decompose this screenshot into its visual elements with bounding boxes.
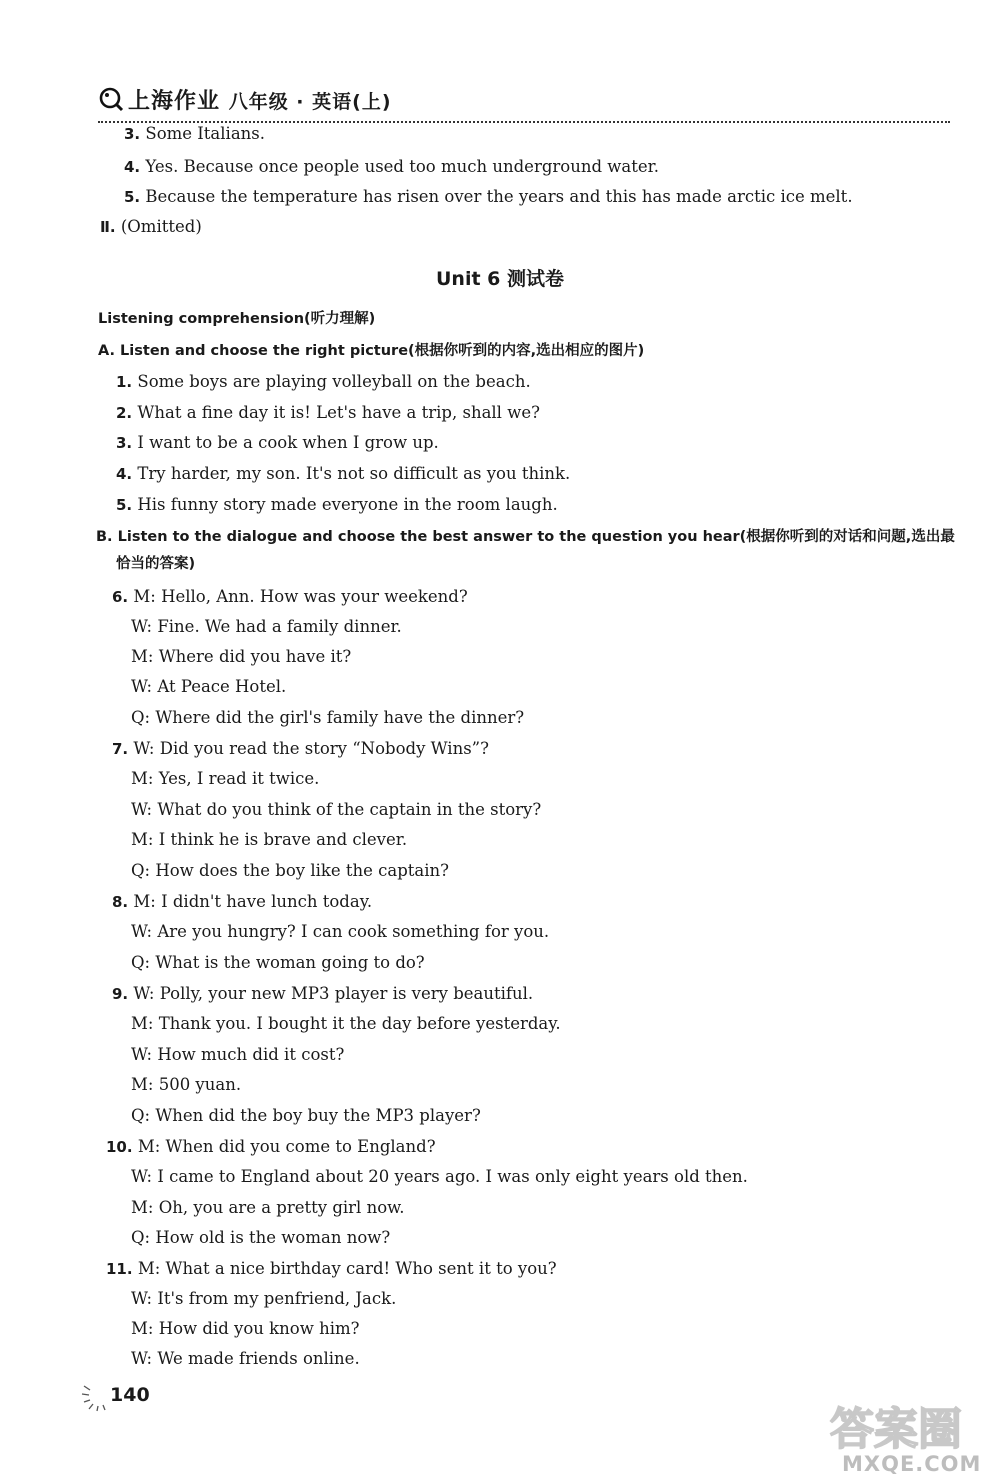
dialogue-line xyxy=(131,1348,360,1370)
question-text: I want to be a cook when I grow up. xyxy=(137,433,439,452)
dialogue-text: M: 500 yuan. xyxy=(131,1075,242,1094)
dialogue-text: Q: Where did the girl's family have the dinner? xyxy=(131,708,525,727)
question-number: 6. xyxy=(112,588,129,606)
dialogue-text: W: Did you read the story “Nobody Wins”? xyxy=(133,739,489,758)
page-number: 140 xyxy=(110,1384,150,1406)
question-number: 4. xyxy=(116,465,133,483)
question-line xyxy=(116,494,558,516)
dialogue-text: M: What a nice birthday card! Who sent it to you? xyxy=(137,1259,557,1278)
question-number: 8. xyxy=(112,893,129,911)
watermark-url: MXQE.COM xyxy=(842,1452,982,1476)
question-line xyxy=(116,371,531,393)
dialogue-question-start xyxy=(112,983,533,1005)
dialogue-text: W: At Peace Hotel. xyxy=(131,677,287,696)
dialogue-text: W: It's from my penfriend, Jack. xyxy=(131,1289,397,1308)
dialogue-line xyxy=(131,768,319,790)
section-b-heading-cont: 恰当的答案) xyxy=(116,556,196,572)
section-b-heading: B. Listen to the dialogue and choose the best answer to the question you hear(根据你听到的对话和问题,选出最 xyxy=(96,529,955,545)
answer-number: Ⅱ. xyxy=(100,218,116,236)
dialogue-line xyxy=(131,1105,481,1127)
dialogue-line xyxy=(131,1227,390,1249)
dialogue-line xyxy=(131,1166,748,1188)
dialogue-text: M: I think he is brave and clever. xyxy=(131,830,408,849)
dialogue-text: M: I didn't have lunch today. xyxy=(133,892,373,911)
dialogue-text: W: We made friends online. xyxy=(131,1349,360,1368)
question-number: 7. xyxy=(112,740,129,758)
answer-line xyxy=(124,156,659,178)
question-text: What a fine day it is! Let's have a trip, shall we? xyxy=(137,403,540,422)
question-line xyxy=(116,463,570,485)
dialogue-line xyxy=(131,1197,405,1219)
answer-text: (Omitted) xyxy=(120,217,202,236)
dialogue-text: M: Thank you. I bought it the day before yesterday. xyxy=(131,1014,561,1033)
answer-text: Some Italians. xyxy=(145,124,265,143)
answer-text: Because the temperature has risen over the years and this has made arctic ice melt. xyxy=(145,187,853,206)
dialogue-line xyxy=(131,860,449,882)
dialogue-text: W: I came to England about 20 years ago. I was only eight years old then. xyxy=(131,1167,748,1186)
dialogue-line xyxy=(131,829,407,851)
answer-text: Yes. Because once people used too much underground water. xyxy=(145,157,659,176)
dialogue-text: W: Are you hungry? I can cook something for you. xyxy=(131,922,550,941)
question-number: 5. xyxy=(116,496,133,514)
question-line xyxy=(116,402,540,424)
answer-line xyxy=(124,123,265,145)
question-number: 11. xyxy=(106,1260,133,1278)
question-number: 2. xyxy=(116,404,133,422)
watermark-logo-text: 答案圈 xyxy=(830,1404,962,1455)
dialogue-question-start xyxy=(112,586,468,608)
dialogue-text: Q: What is the woman going to do? xyxy=(131,953,425,972)
dialogue-text: M: Oh, you are a pretty girl now. xyxy=(131,1198,405,1217)
dialogue-line xyxy=(131,707,524,729)
book-title xyxy=(128,84,392,115)
question-number: 1. xyxy=(116,373,133,391)
dialogue-line xyxy=(131,616,402,638)
dialogue-line xyxy=(131,1318,360,1340)
dialogue-question-start xyxy=(106,1258,557,1280)
dialogue-text: W: Fine. We had a family dinner. xyxy=(131,617,402,636)
dialogue-line xyxy=(131,952,425,974)
question-text: Some boys are playing volleyball on the beach. xyxy=(137,372,531,391)
dialogue-line xyxy=(131,1074,241,1096)
dialogue-question-start xyxy=(112,891,372,913)
book-title-main: 上海作业 xyxy=(128,89,221,114)
answer-number: 4. xyxy=(124,158,141,176)
question-line xyxy=(116,432,439,454)
dialogue-text: M: When did you come to England? xyxy=(137,1137,436,1156)
dialogue-line xyxy=(131,1013,561,1035)
book-title-subtitle: 八年级 · 英语(上) xyxy=(228,91,392,113)
unit-title: Unit 6 测试卷 xyxy=(436,268,564,290)
dialogue-line xyxy=(131,921,549,943)
dialogue-line xyxy=(131,1288,396,1310)
question-text: Try harder, my son. It's not so difficult as you think. xyxy=(137,464,571,483)
dialogue-text: M: Where did you have it? xyxy=(131,647,352,666)
dialogue-text: W: What do you think of the captain in the story? xyxy=(131,800,542,819)
dialogue-text: W: Polly, your new MP3 player is very beautiful. xyxy=(133,984,534,1003)
question-number: 3. xyxy=(116,434,133,452)
question-number: 10. xyxy=(106,1138,133,1156)
answer-line xyxy=(124,186,853,208)
dialogue-text: Q: How does the boy like the captain? xyxy=(131,861,450,880)
section-heading: Listening comprehension(听力理解) xyxy=(98,311,376,327)
dialogue-text: Q: When did the boy buy the MP3 player? xyxy=(131,1106,481,1125)
dialogue-question-start xyxy=(112,738,489,760)
dialogue-text: W: How much did it cost? xyxy=(131,1045,345,1064)
dialogue-text: Q: How old is the woman now? xyxy=(131,1228,391,1247)
question-number: 9. xyxy=(112,985,129,1003)
dialogue-line xyxy=(131,799,541,821)
dialogue-line xyxy=(131,646,351,668)
dialogue-text: M: Hello, Ann. How was your weekend? xyxy=(133,587,468,606)
dialogue-question-start xyxy=(106,1136,436,1158)
dialogue-text: M: Yes, I read it twice. xyxy=(131,769,320,788)
answer-line xyxy=(100,216,202,238)
section-a-heading: A. Listen and choose the right picture(根据你听到的内容,选出相应的图片) xyxy=(98,343,645,359)
question-text: His funny story made everyone in the room laugh. xyxy=(137,495,558,514)
sparkle-decoration-icon xyxy=(80,1380,114,1414)
dialogue-text: M: How did you know him? xyxy=(131,1319,360,1338)
magnifier-icon xyxy=(98,86,124,112)
answer-number: 3. xyxy=(124,125,141,143)
answer-number: 5. xyxy=(124,188,141,206)
dialogue-line xyxy=(131,1044,344,1066)
dialogue-line xyxy=(131,676,286,698)
